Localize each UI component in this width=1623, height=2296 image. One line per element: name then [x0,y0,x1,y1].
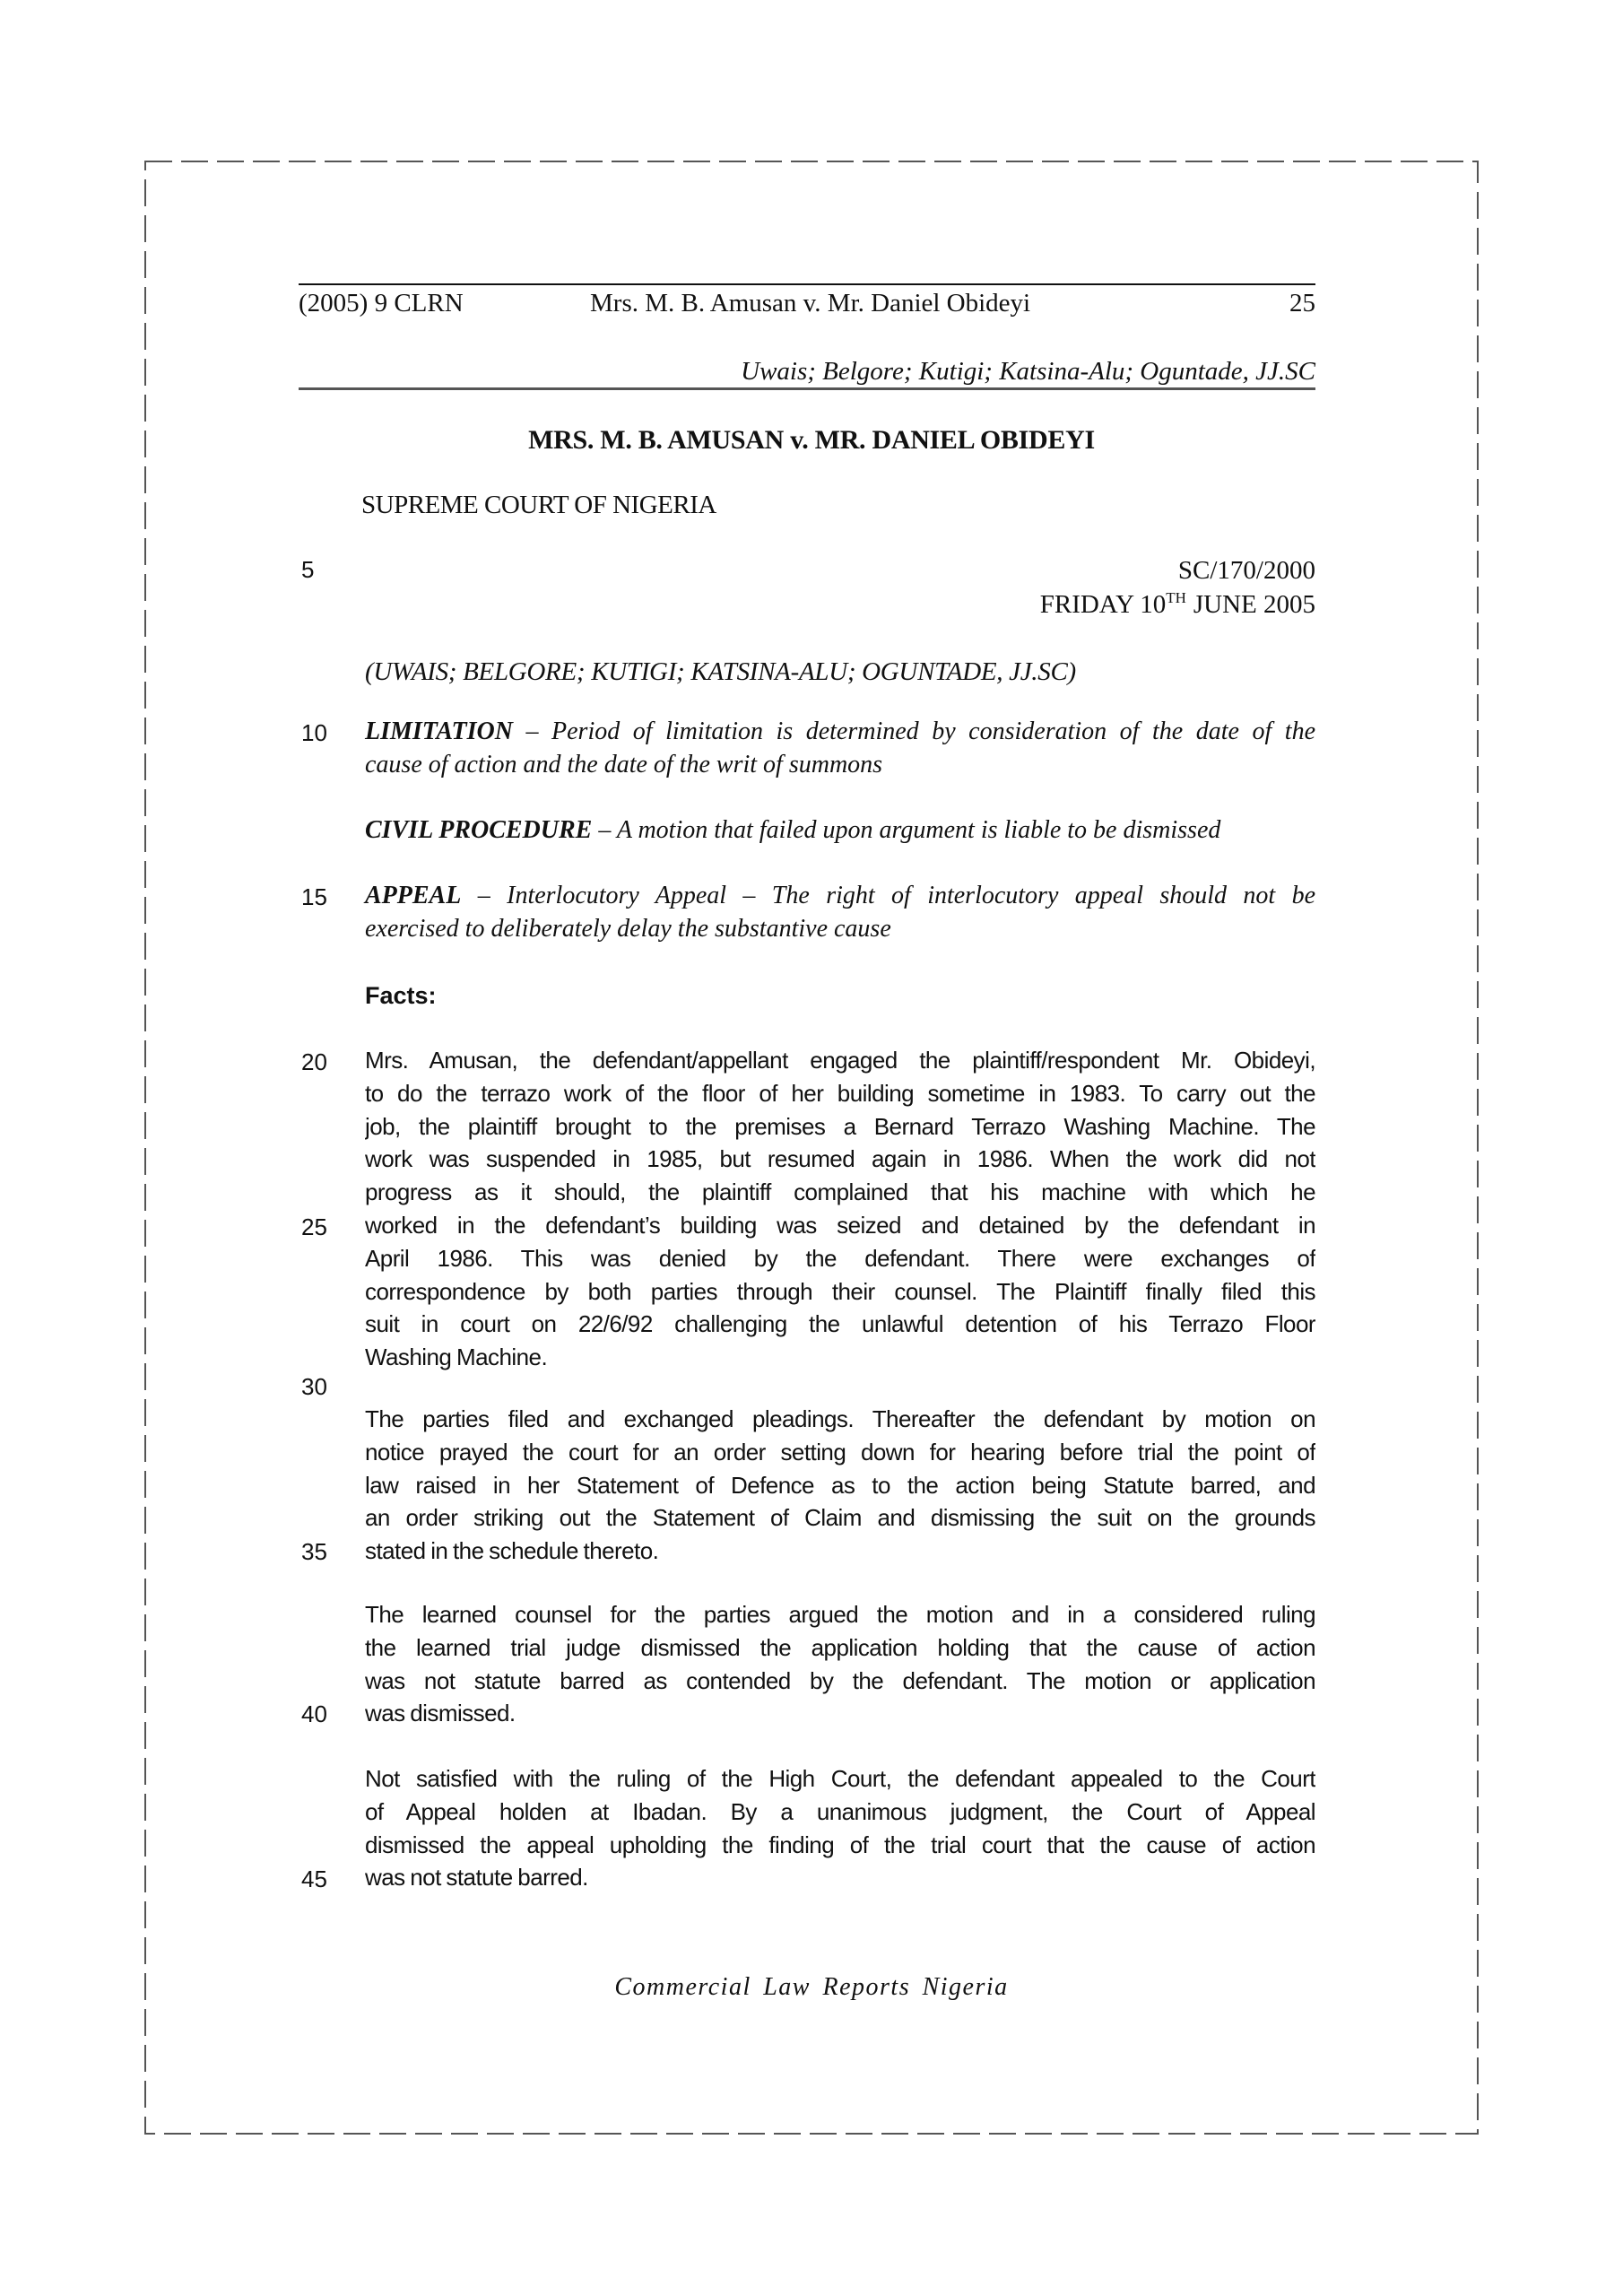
line-number: 10 [301,719,327,746]
facts-paragraph-2 [365,1403,1315,1568]
text-line: law raised in her Statement of Defence as to the action being Statute barred, and [365,1471,1315,1499]
text-line: an order striking out the Statement of Claim and dismissing the suit on the grounds [365,1504,1315,1532]
line-number: 35 [301,1538,327,1565]
catchword-limitation [365,715,1315,781]
text-line: suit in court on 22/6/92 challenging the unlawful detention of his Terrazo Floor [365,1310,1315,1338]
line-number: 5 [301,556,315,583]
catchword-line: CIVIL PROCEDURE – A motion that failed upon argument is liable to be dismissed [365,816,1221,844]
text-line: of Appeal holden at Ibadan. By a unanimous judgment, the Court of Appeal [365,1797,1315,1825]
text-line: work was suspended in 1985, but resumed again in 1986. When the work did not [365,1145,1315,1173]
text-line: job, the plaintiff brought to the premises a Bernard Terrazo Washing Machine. The [365,1112,1315,1140]
catchword-keyword: APPEAL [365,882,462,909]
publication-footer: Commercial Law Reports Nigeria [614,1973,1009,2001]
text-line: was dismissed. [365,1700,516,1727]
facts-heading: Facts: [365,982,437,1009]
text-line: correspondence by both parties through their counsel. The Plaintiff finally filed this [365,1277,1315,1305]
text-line: progress as it should, the plaintiff complained that his machine with which he [365,1178,1315,1206]
line-number: 45 [301,1866,327,1892]
header-top-rule [299,283,1315,285]
facts-paragraph-1 [365,1044,1315,1374]
catchword-line: APPEAL – Interlocutory Appeal – The right of interlocutory appeal should not be [365,882,1316,909]
suit-number: SC/170/2000 [1177,556,1315,585]
header-citation: (2005) 9 CLRN [299,289,464,317]
text-line: notice prayed the court for an order setting down for hearing before trial the point of [365,1438,1315,1465]
text-line: Not satisfied with the ruling of the High Court, the defendant appealed to the Court [365,1765,1315,1792]
text-line: stated in the schedule thereto. [365,1537,659,1565]
text-line: worked in the defendant’s building was seized and detained by the defendant in [365,1211,1315,1239]
line-number: 20 [301,1048,327,1075]
text-line: to do the terrazo work of the floor of her building sometime in 1983. To carry out the [365,1079,1315,1107]
date-superscript: TH [1166,589,1186,606]
text-line: The parties filed and exchanged pleadings. Thereafter the defendant by motion on [365,1405,1315,1432]
date-prefix: FRIDAY 10 [1039,590,1167,619]
line-number: 15 [301,883,327,910]
text-line: April 1986. This was denied by the defendant. There were exchanges of [365,1244,1315,1272]
catchword-civil-procedure [365,813,1315,847]
catchword-appeal [365,879,1315,945]
case-title: MRS. M. B. AMUSAN v. MR. DANIEL OBIDEYI [528,425,1095,455]
text-line: was not statute barred. [365,1864,588,1892]
text-line: dismissed the appeal upholding the finding of the trial court that the cause of action [365,1831,1315,1858]
judgment-date [1040,589,1315,620]
text-line: was not statute barred as contended by the defendant. The motion or application [365,1666,1315,1694]
catchword-keyword: CIVIL PROCEDURE [365,816,593,844]
facts-paragraph-3 [365,1598,1315,1730]
catchword-line: exercised to deliberately delay the substantive cause [365,915,891,943]
catchword-keyword: LIMITATION [365,718,513,745]
text-line: The learned counsel for the parties argued the motion and in a considered ruling [365,1601,1315,1628]
line-number: 30 [301,1373,327,1400]
court-name: SUPREME COURT OF NIGERIA [361,491,716,519]
text-line: Mrs. Amusan, the defendant/appellant engaged the plaintiff/respondent Mr. Obideyi, [365,1047,1315,1074]
header-bottom-rule [299,387,1315,390]
text-line: the learned trial judge dismissed the application holding that the cause of action [365,1633,1315,1661]
line-number: 25 [301,1213,327,1240]
catchword-line: LIMITATION – Period of limitation is determined by consideration of the date of the [365,718,1315,745]
catchword-line: cause of action and the date of the writ of summons [365,751,883,778]
facts-paragraph-4 [365,1762,1315,1894]
header-page-number: 25 [1289,289,1315,317]
panel-judges: (UWAIS; BELGORE; KUTIGI; KATSINA-ALU; OGUNTADE, JJ.SC) [365,657,1076,686]
header-running-title: Mrs. M. B. Amusan v. Mr. Daniel Obideyi [590,289,1031,317]
date-suffix: JUNE 2005 [1193,590,1315,619]
header-judges: Uwais; Belgore; Kutigi; Katsina-Alu; Oguntade, JJ.SC [741,357,1315,386]
text-line: Washing Machine. [365,1344,548,1371]
line-number: 40 [301,1700,327,1727]
